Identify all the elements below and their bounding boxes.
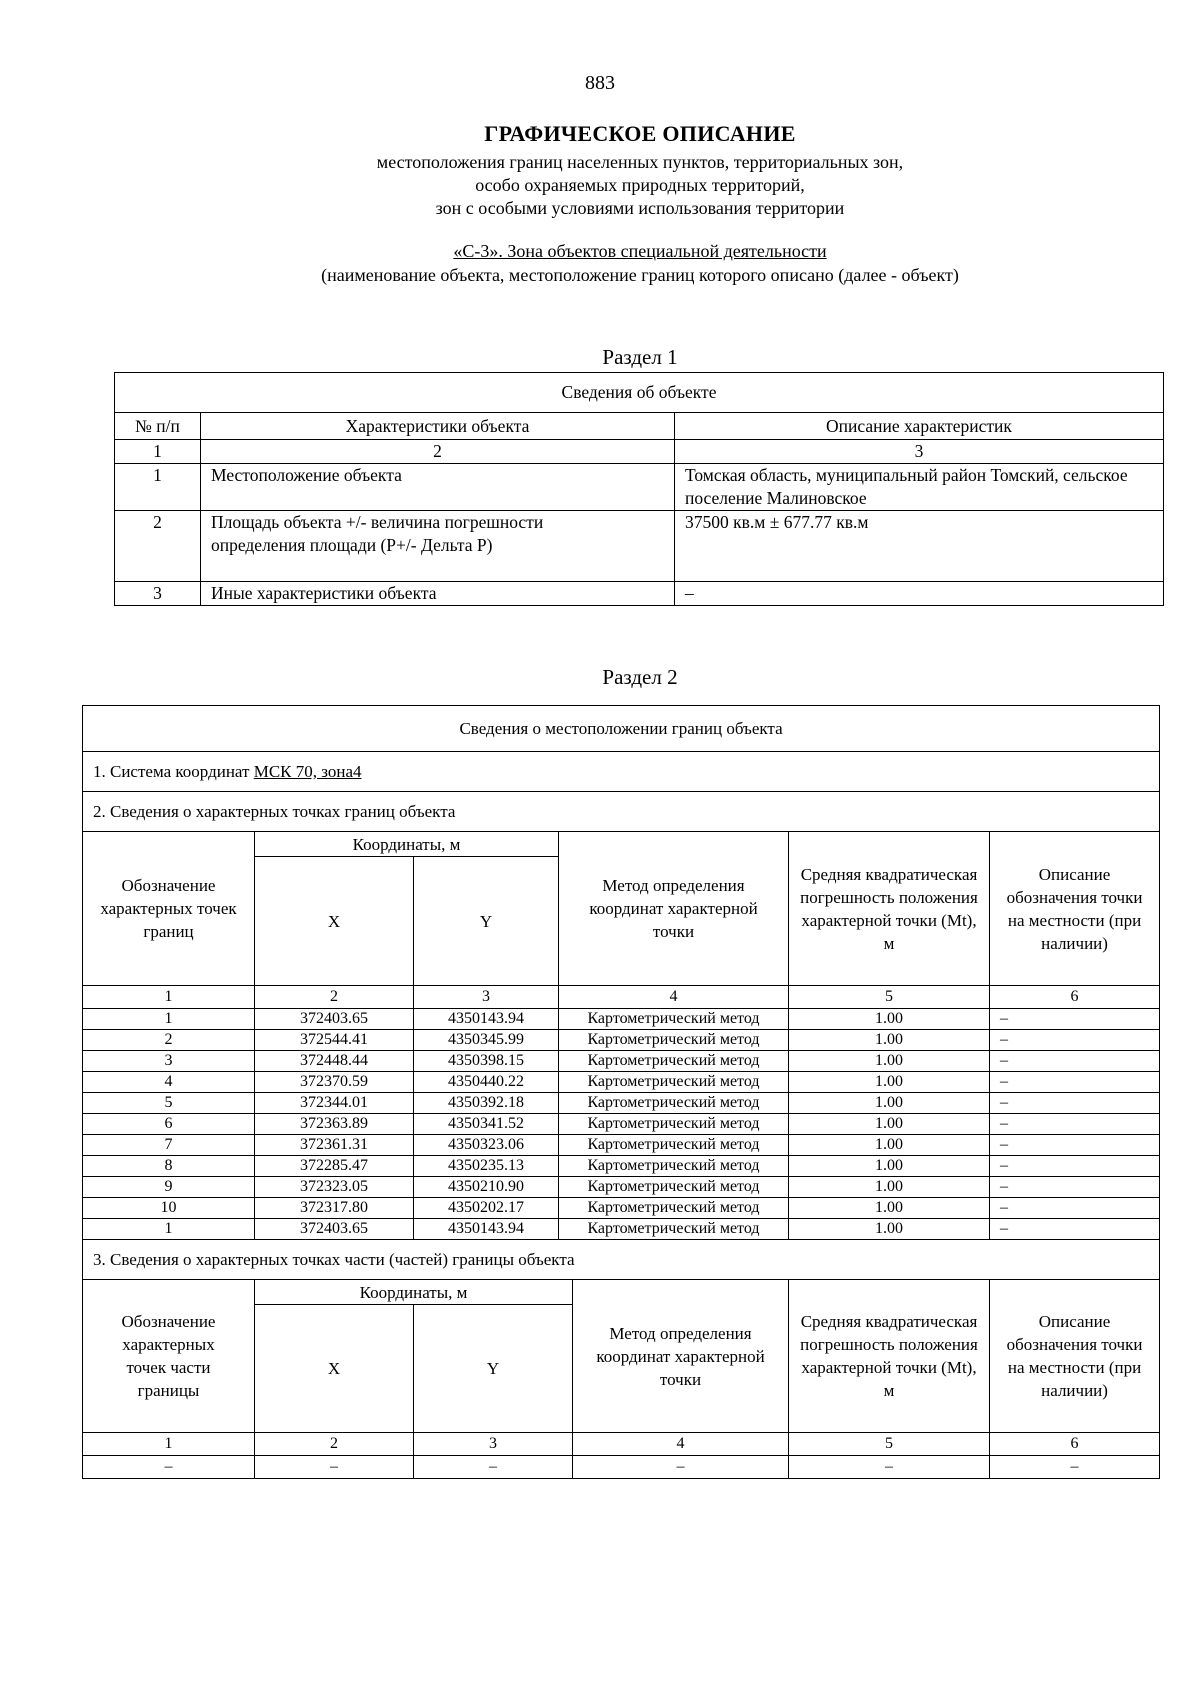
point-y: 4350341.52 <box>414 1114 559 1135</box>
table-caption: Сведения об объекте <box>115 373 1164 413</box>
column-number: 3 <box>675 440 1164 464</box>
point-description: – <box>990 1135 1160 1156</box>
row-description: Томская область, муниципальный район Томский, сельское поселение Малиновское <box>675 464 1164 511</box>
column-header: № п/п <box>115 413 201 440</box>
point-method: Картометрический метод <box>559 1219 789 1240</box>
parts-designation-header: Обозначение характерных точек части границы <box>83 1280 255 1433</box>
point-method: Картометрический метод <box>559 1093 789 1114</box>
table-row <box>83 1072 1160 1093</box>
point-id: 6 <box>83 1114 255 1135</box>
point-y: 4350398.15 <box>414 1051 559 1072</box>
parts-cell: – <box>255 1456 414 1479</box>
point-id: 8 <box>83 1156 255 1177</box>
parts-caption: 3. Сведения о характерных точках части (частей) границы объекта <box>83 1240 1160 1280</box>
parts-method-header: Метод определения координат характерной точки <box>573 1280 789 1433</box>
point-description: – <box>990 1093 1160 1114</box>
point-method: Картометрический метод <box>559 1030 789 1051</box>
subtitle-line: местоположения границ населенных пунктов, территориальных зон, <box>376 152 904 172</box>
point-description: – <box>990 1072 1160 1093</box>
point-description: – <box>990 1177 1160 1198</box>
table-row <box>83 1030 1160 1051</box>
object-note: (наименование объекта, местоположение границ которого описано (далее - объект) <box>321 265 959 285</box>
table-row <box>83 1198 1160 1219</box>
boundary-table <box>82 705 1160 1479</box>
table-row <box>83 1219 1160 1240</box>
point-x: 372448.44 <box>255 1051 414 1072</box>
point-description: – <box>990 1114 1160 1135</box>
point-method: Картометрический метод <box>559 1072 789 1093</box>
point-id: 5 <box>83 1093 255 1114</box>
coordinate-system-label: 1. Система координат <box>93 762 254 781</box>
point-error: 1.00 <box>789 1198 990 1219</box>
table-row <box>83 1135 1160 1156</box>
point-id: 1 <box>83 1219 255 1240</box>
coordinate-system <box>83 752 1160 792</box>
row-number: 2 <box>115 511 201 582</box>
table-row <box>83 1456 1160 1479</box>
designation-header: Обозначение характерных точек границ <box>83 832 255 986</box>
table-row <box>83 1156 1160 1177</box>
column-number: 2 <box>255 986 414 1009</box>
point-y: 4350235.13 <box>414 1156 559 1177</box>
table-row <box>115 464 1164 511</box>
section1-title: Раздел 1 <box>602 345 678 369</box>
point-error: 1.00 <box>789 1219 990 1240</box>
column-number: 3 <box>414 1433 573 1456</box>
parts-coords-header: Координаты, м <box>255 1280 573 1305</box>
document-title: ГРАФИЧЕСКОЕ ОПИСАНИЕ <box>484 121 796 146</box>
column-number: 1 <box>115 440 201 464</box>
point-method: Картометрический метод <box>559 1177 789 1198</box>
parts-cell: – <box>414 1456 573 1479</box>
point-x: 372317.80 <box>255 1198 414 1219</box>
point-id: 7 <box>83 1135 255 1156</box>
point-error: 1.00 <box>789 1051 990 1072</box>
column-number: 3 <box>414 986 559 1009</box>
parts-description-header: Описание обозначения точки на местности (при наличии) <box>990 1280 1160 1433</box>
column-number: 1 <box>83 986 255 1009</box>
point-description: – <box>990 1198 1160 1219</box>
point-y: 4350143.94 <box>414 1009 559 1030</box>
point-method: Картометрический метод <box>559 1051 789 1072</box>
parts-cell: – <box>83 1456 255 1479</box>
point-x: 372403.65 <box>255 1219 414 1240</box>
parts-x-header: X <box>255 1305 414 1433</box>
point-y: 4350210.90 <box>414 1177 559 1198</box>
point-y: 4350323.06 <box>414 1135 559 1156</box>
parts-error-header: Средняя квадратическая погрешность положения характерной точки (Mt), м <box>789 1280 990 1433</box>
row-description: – <box>675 582 1164 606</box>
table-row <box>115 582 1164 606</box>
y-header: Y <box>414 857 559 986</box>
coordinate-system-value: МСК 70, зона4 <box>253 762 362 781</box>
column-number: 2 <box>255 1433 414 1456</box>
point-description: – <box>990 1051 1160 1072</box>
description-header: Описание обозначения точки на местности (при наличии) <box>990 832 1160 986</box>
object-name: «С-3». Зона объектов специальной деятельности <box>453 241 827 261</box>
table-row <box>83 1009 1160 1030</box>
points-caption: 2. Сведения о характерных точках границ объекта <box>83 792 1160 832</box>
row-characteristic: Местоположение объекта <box>201 464 675 511</box>
point-description: – <box>990 1009 1160 1030</box>
point-x: 372544.41 <box>255 1030 414 1051</box>
point-id: 2 <box>83 1030 255 1051</box>
row-number: 3 <box>115 582 201 606</box>
point-y: 4350143.94 <box>414 1219 559 1240</box>
point-error: 1.00 <box>789 1093 990 1114</box>
point-y: 4350392.18 <box>414 1093 559 1114</box>
point-y: 4350202.17 <box>414 1198 559 1219</box>
method-header: Метод определения координат характерной точки <box>559 832 789 986</box>
point-description: – <box>990 1219 1160 1240</box>
column-number: 2 <box>201 440 675 464</box>
column-number: 1 <box>83 1433 255 1456</box>
table-row <box>83 1114 1160 1135</box>
point-x: 372403.65 <box>255 1009 414 1030</box>
column-number: 4 <box>573 1433 789 1456</box>
row-characteristic: Иные характеристики объекта <box>201 582 675 606</box>
coords-header: Координаты, м <box>255 832 559 857</box>
row-description: 37500 кв.м ± 677.77 кв.м <box>675 511 1164 582</box>
table-row <box>83 1051 1160 1072</box>
column-number: 6 <box>990 986 1160 1009</box>
point-id: 10 <box>83 1198 255 1219</box>
point-method: Картометрический метод <box>559 1135 789 1156</box>
table-caption: Сведения о местоположении границ объекта <box>83 706 1160 752</box>
point-method: Картометрический метод <box>559 1114 789 1135</box>
point-error: 1.00 <box>789 1135 990 1156</box>
point-error: 1.00 <box>789 1009 990 1030</box>
table-row <box>83 1093 1160 1114</box>
object-info-table <box>114 372 1164 606</box>
parts-cell: – <box>990 1456 1160 1479</box>
point-x: 372370.59 <box>255 1072 414 1093</box>
point-error: 1.00 <box>789 1114 990 1135</box>
column-number: 4 <box>559 986 789 1009</box>
column-number: 6 <box>990 1433 1160 1456</box>
point-error: 1.00 <box>789 1156 990 1177</box>
point-y: 4350440.22 <box>414 1072 559 1093</box>
points-body <box>83 1009 1160 1240</box>
page-number: 883 <box>585 72 615 94</box>
point-method: Картометрический метод <box>559 1009 789 1030</box>
parts-cell: – <box>789 1456 990 1479</box>
point-id: 9 <box>83 1177 255 1198</box>
point-error: 1.00 <box>789 1030 990 1051</box>
point-id: 3 <box>83 1051 255 1072</box>
subtitle-line: особо охраняемых природных территорий, <box>475 175 805 195</box>
point-x: 372323.05 <box>255 1177 414 1198</box>
point-x: 372361.31 <box>255 1135 414 1156</box>
point-description: – <box>990 1156 1160 1177</box>
point-description: – <box>990 1030 1160 1051</box>
point-id: 4 <box>83 1072 255 1093</box>
row-characteristic: Площадь объекта +/- величина погрешности определения площади (Р+/- Дельта Р) <box>201 511 675 582</box>
error-header: Средняя квадратическая погрешность положения характерной точки (Mt), м <box>789 832 990 986</box>
table-row <box>115 511 1164 582</box>
section2-title: Раздел 2 <box>602 665 678 689</box>
table-row <box>83 1177 1160 1198</box>
point-method: Картометрический метод <box>559 1156 789 1177</box>
point-y: 4350345.99 <box>414 1030 559 1051</box>
point-error: 1.00 <box>789 1072 990 1093</box>
x-header: X <box>255 857 414 986</box>
point-id: 1 <box>83 1009 255 1030</box>
row-number: 1 <box>115 464 201 511</box>
column-header: Характеристики объекта <box>201 413 675 440</box>
point-method: Картометрический метод <box>559 1198 789 1219</box>
column-header: Описание характеристик <box>675 413 1164 440</box>
column-number: 5 <box>789 1433 990 1456</box>
document-subtitle <box>0 151 1200 220</box>
point-x: 372344.01 <box>255 1093 414 1114</box>
parts-y-header: Y <box>414 1305 573 1433</box>
parts-cell: – <box>573 1456 789 1479</box>
column-number: 5 <box>789 986 990 1009</box>
point-error: 1.00 <box>789 1177 990 1198</box>
subtitle-line: зон с особыми условиями использования территории <box>435 198 845 218</box>
point-x: 372285.47 <box>255 1156 414 1177</box>
point-x: 372363.89 <box>255 1114 414 1135</box>
